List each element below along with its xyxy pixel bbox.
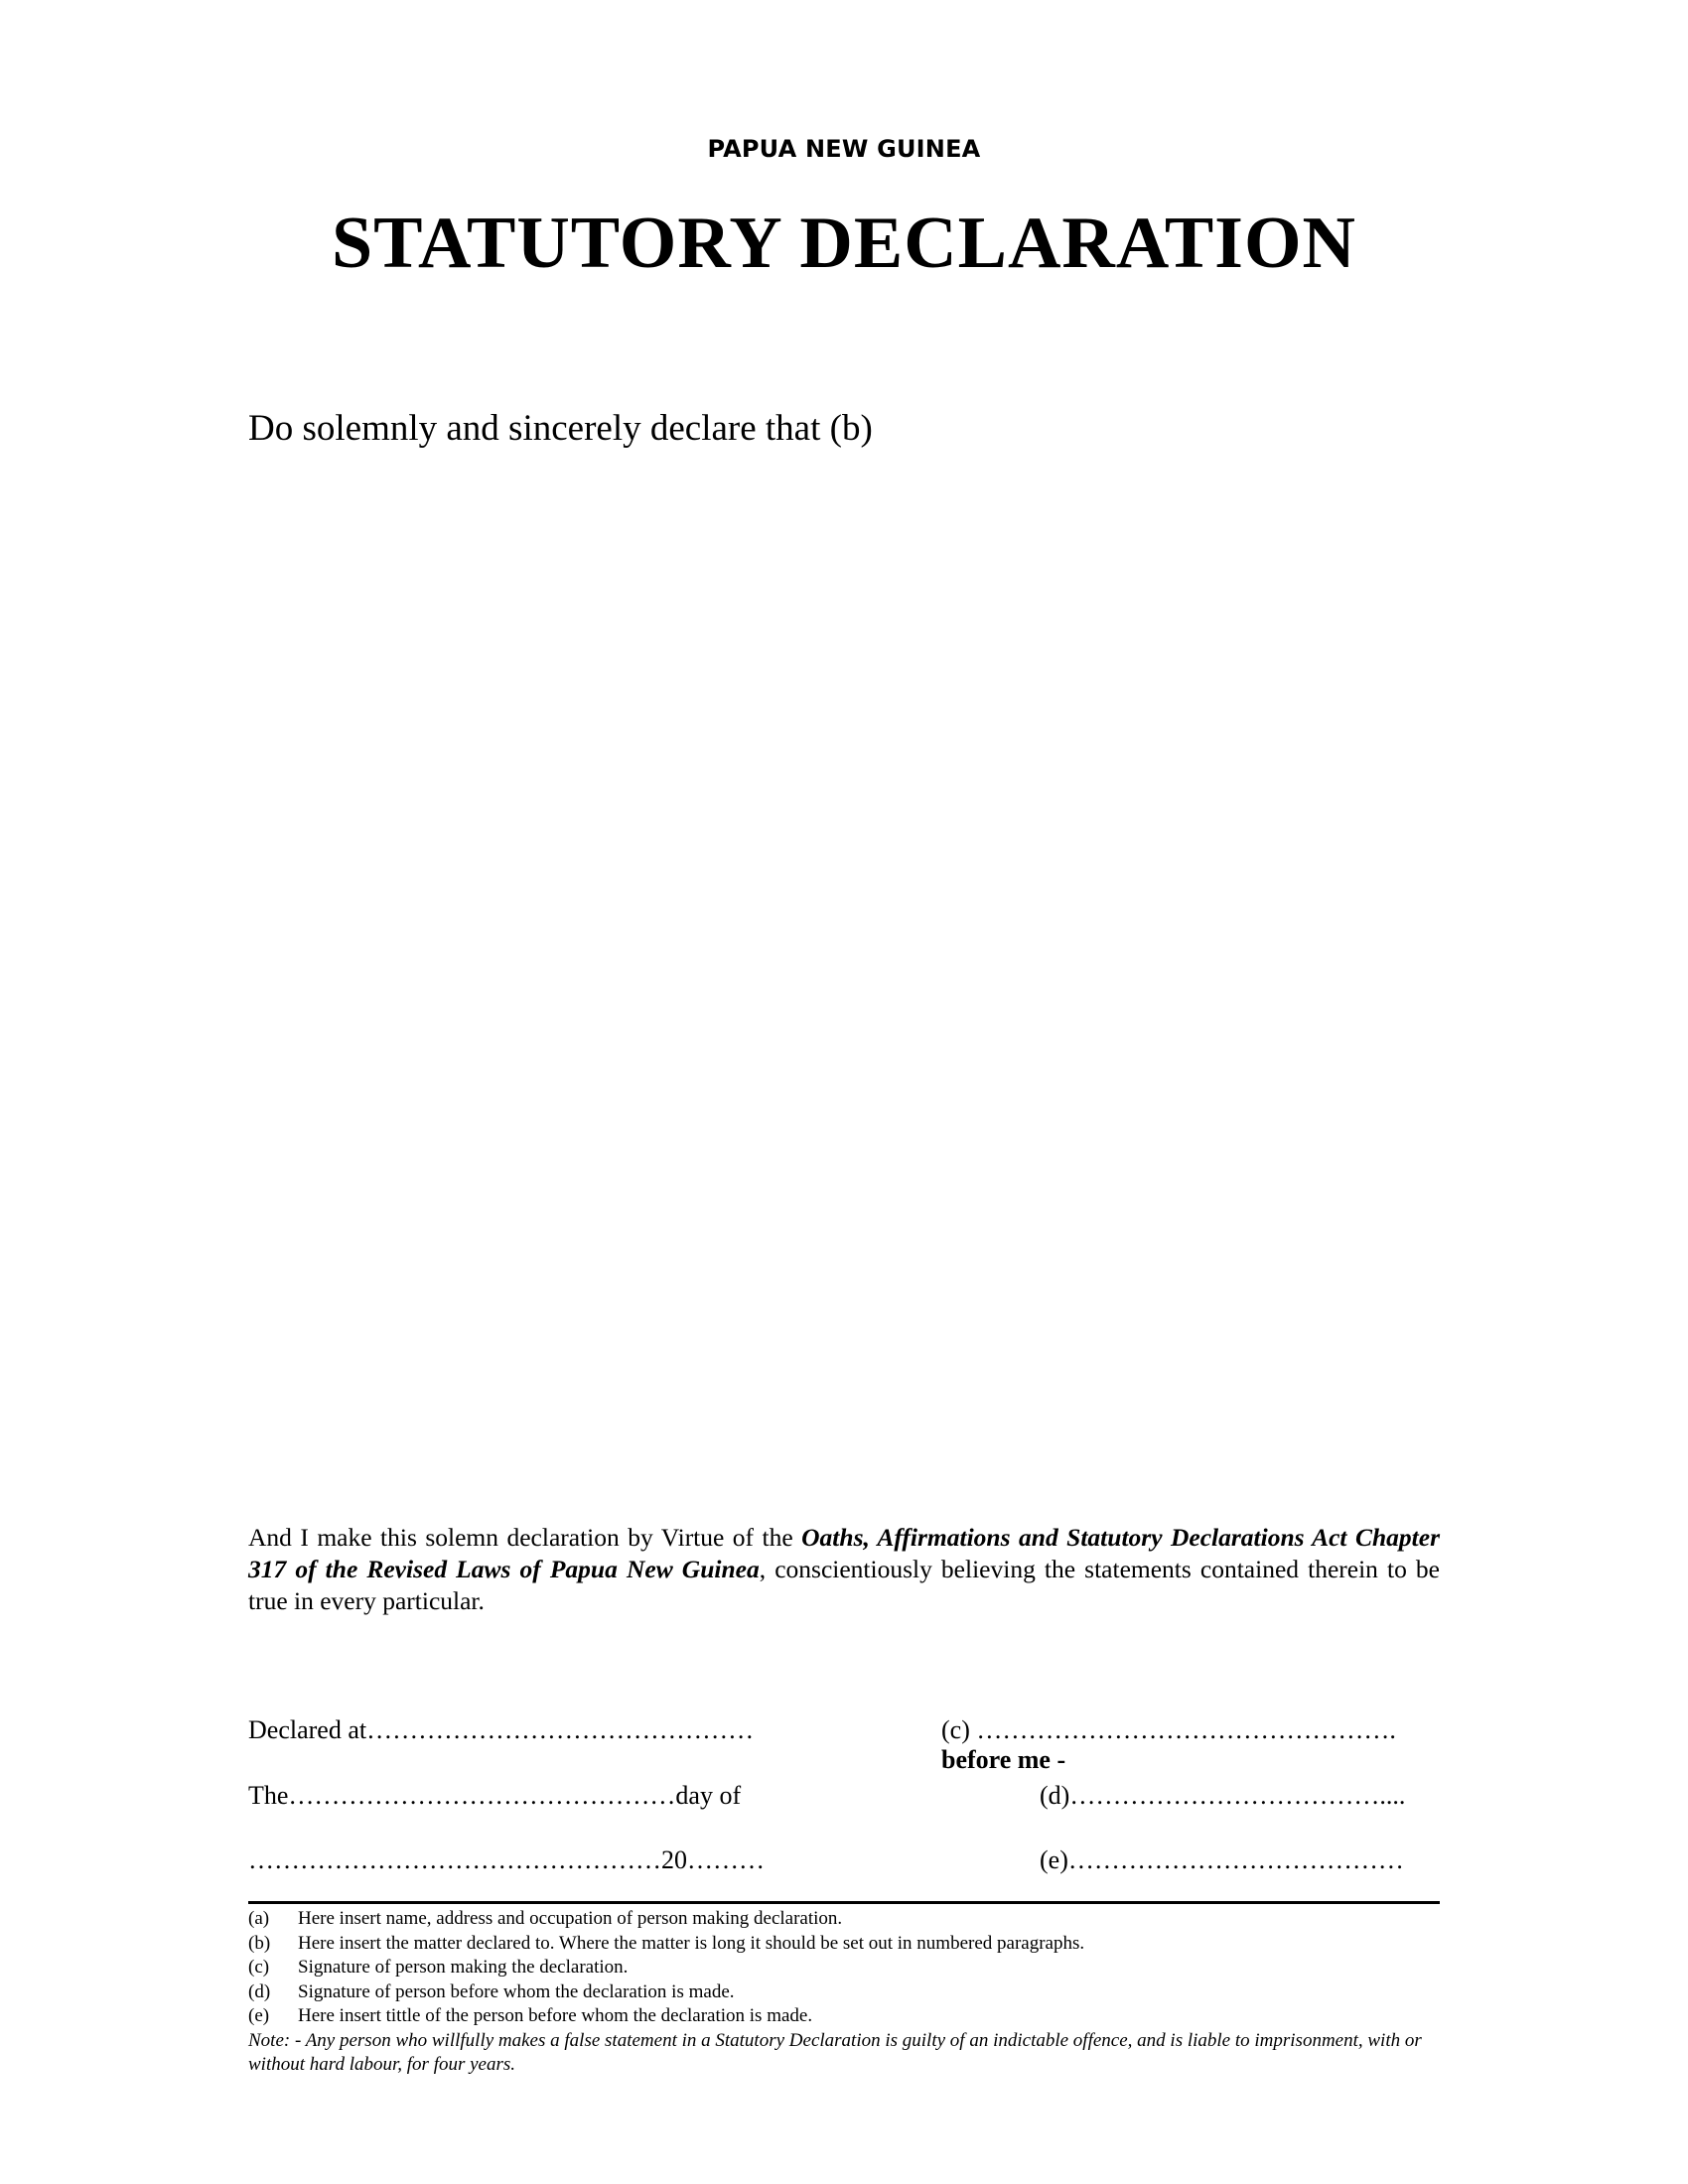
country-heading: PAPUA NEW GUINEA (707, 135, 981, 163)
declarant-signature-field[interactable]: (c) …………………………………………. (941, 1715, 1396, 1744)
footnote-text: Here insert the matter declared to. Where the matter is long it should be set out in numbered paragraphs. (298, 1932, 1085, 1954)
footnote-key: (e) (248, 2005, 270, 2026)
footnote-text: Here insert tittle of the person before whom the declaration is made. (298, 2005, 813, 2026)
declaration-intro: Do solemnly and sincerely declare that (b) (248, 408, 873, 449)
footnote-text: Signature of person making the declaration. (298, 1957, 629, 1978)
footnote-key: (b) (248, 1932, 271, 1954)
declared-at-field[interactable]: Declared at……………………………………… (248, 1715, 755, 1744)
before-me-label: before me - (941, 1745, 1066, 1774)
declaration-paragraph (248, 1522, 1440, 1617)
footnote-c (248, 1956, 1450, 1980)
footnote-text: Signature of person before whom the declaration is made. (298, 1980, 735, 2002)
footnote-text: Here insert name, address and occupation of person making declaration. (298, 1908, 843, 1929)
footnotes (248, 1907, 1450, 2078)
witness-title-field[interactable]: (e)………………………………… (1040, 1845, 1404, 1874)
footnote-d (248, 1980, 1450, 2005)
footnote-key: (a) (248, 1908, 270, 1929)
paragraph-lead: And I make this solemn declaration by Virtue of the (248, 1523, 802, 1552)
footnote-e (248, 2004, 1450, 2029)
witness-signature-field[interactable]: (d)……………………………….... (1040, 1781, 1406, 1810)
penalty-note: Note: - Any person who willfully makes a false statement in a Statutory Declaration is guilty of an indictable offence, and is liable to imprisonment, with or without hard labour, for four years. (248, 2029, 1422, 2075)
footnote-b (248, 1932, 1450, 1957)
footnote-divider (248, 1901, 1440, 1904)
paragraph-tail: , conscientiously believing the statements contained therein to be true in every particular. (248, 1555, 1440, 1615)
footnote-key: (d) (248, 1980, 271, 2002)
document-title: STATUTORY DECLARATION (332, 203, 1356, 284)
footnote-a (248, 1907, 1450, 1932)
year-field[interactable]: …………………………………………20……… (248, 1845, 765, 1874)
act-reference: Oaths, Affirmations and Statutory Declarations Act Chapter 317 of the Revised Laws of Papua New Guinea (248, 1523, 1440, 1583)
footnote-key: (c) (248, 1957, 270, 1978)
day-of-field[interactable]: The………………………………………day of (248, 1781, 742, 1810)
